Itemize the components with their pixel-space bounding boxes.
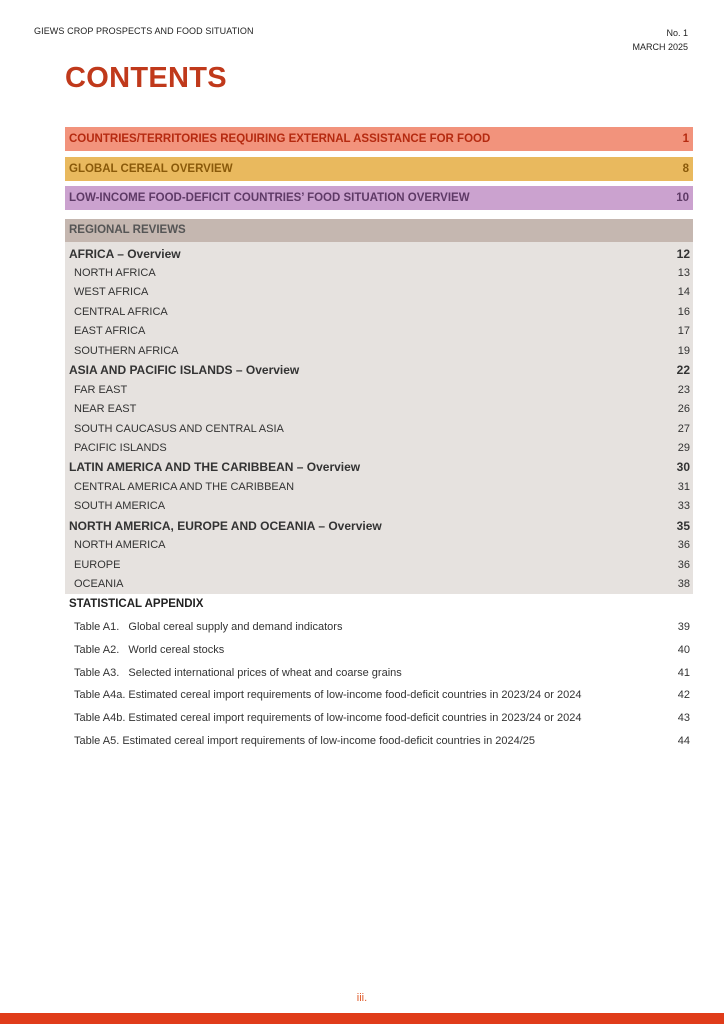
toc-entry-page: 26	[677, 403, 690, 416]
toc-entry-page: 12	[676, 246, 690, 261]
toc-entry-page: 23	[677, 383, 690, 396]
toc-subregion[interactable]	[65, 419, 693, 438]
toc-subregion[interactable]	[65, 400, 693, 419]
toc-subregion[interactable]	[65, 575, 693, 594]
toc-entry-label: Table A3. Selected international prices of wheat and coarse grains	[74, 666, 402, 679]
toc-entry-label: WEST AFRICA	[74, 286, 149, 299]
toc-entry-label: NEAR EAST	[74, 403, 137, 416]
toc-entry-page: 17	[677, 325, 690, 338]
toc-entry-page: 44	[677, 735, 690, 747]
toc-entry-label: GLOBAL CEREAL OVERVIEW	[69, 163, 233, 175]
toc-subregion[interactable]	[65, 263, 693, 282]
toc-entry-label: EAST AFRICA	[74, 325, 146, 338]
toc-entry-page: 30	[676, 460, 690, 475]
toc-entry-label: FAR EAST	[74, 383, 128, 396]
appendix-table-entry[interactable]	[74, 689, 690, 701]
toc-subregion[interactable]	[65, 497, 693, 516]
toc-subregion[interactable]	[65, 341, 693, 360]
toc-entry-label: LOW-INCOME FOOD-DEFICIT COUNTRIES’ FOOD SITUATION OVERVIEW	[69, 192, 470, 204]
toc-entry-label: OCEANIA	[74, 578, 124, 591]
page-title: CONTENTS	[65, 62, 227, 94]
toc-entry-label: CENTRAL AFRICA	[74, 305, 168, 318]
issue-info	[632, 26, 688, 54]
toc-entry-page: 29	[677, 442, 690, 454]
toc-entry-label: AFRICA – Overview	[69, 246, 181, 261]
regional-reviews-heading: REGIONAL REVIEWS	[65, 219, 693, 242]
toc-entry-page: 31	[677, 480, 690, 493]
toc-entry-label: SOUTH CAUCASUS AND CENTRAL ASIA	[74, 422, 284, 435]
appendix-heading: STATISTICAL APPENDIX	[69, 598, 204, 610]
toc-entry-page: 19	[677, 344, 690, 357]
toc-entry-external-assistance[interactable]	[65, 127, 693, 151]
toc-entry-page: 1	[682, 133, 689, 145]
toc-entry-label: CENTRAL AMERICA AND THE CARIBBEAN	[74, 480, 295, 493]
toc-entry-label: Table A5. Estimated cereal import requirements of low-income food-deficit countries in 2024/25	[74, 735, 536, 747]
toc-subregion[interactable]	[65, 439, 693, 458]
toc-entry-label: Table A2. World cereal stocks	[74, 643, 225, 656]
toc-entry-page: 16	[677, 305, 690, 318]
running-header: GIEWS CROP PROSPECTS AND FOOD SITUATION	[34, 26, 254, 36]
toc-entry-label: SOUTHERN AFRICA	[74, 344, 179, 357]
toc-entry-label: PACIFIC ISLANDS	[74, 442, 167, 454]
toc-entry-page: 42	[677, 689, 690, 702]
appendix-table-entry[interactable]	[74, 735, 690, 747]
toc-entry-page: 36	[677, 558, 690, 571]
toc-entry-label: Table A1. Global cereal supply and demand indicators	[74, 621, 343, 633]
toc-region-overview[interactable]	[65, 458, 693, 477]
appendix-table-entry[interactable]	[74, 644, 690, 656]
footer-bar	[0, 1013, 724, 1024]
toc-entry-page: 14	[677, 286, 690, 299]
toc-entry-label: Table A4b. Estimated cereal import requirements of low-income food-deficit countries in 2023/24 or 2024	[74, 712, 582, 725]
toc-entry-label: EUROPE	[74, 558, 121, 571]
toc-entry-page: 39	[677, 621, 690, 633]
toc-entry-page: 43	[677, 712, 690, 725]
toc-entry-label: ASIA AND PACIFIC ISLANDS – Overview	[69, 363, 300, 378]
toc-subregion[interactable]	[65, 302, 693, 321]
toc-entry-label: Table A4a. Estimated cereal import requirements of low-income food-deficit countries in 2023/24 or 2024	[74, 689, 582, 702]
toc-entry-page: 33	[677, 500, 690, 513]
page-number: iii.	[356, 992, 368, 1004]
toc-region-overview[interactable]	[65, 516, 693, 535]
toc-entry-page: 40	[677, 643, 690, 656]
toc-subregion[interactable]	[65, 380, 693, 399]
toc-entry-label: NORTH AMERICA	[74, 539, 166, 552]
toc-entry-page: 36	[677, 539, 690, 552]
toc-entry-page: 22	[676, 363, 690, 378]
toc-subregion[interactable]	[65, 322, 693, 341]
toc-entry-page: 13	[677, 266, 690, 279]
toc-entry-page: 38	[677, 578, 690, 591]
appendix-table-entry[interactable]	[74, 712, 690, 724]
issue-number: No. 1	[666, 28, 688, 38]
toc-region-overview[interactable]	[65, 244, 693, 263]
toc-entry-page: 41	[677, 666, 690, 679]
toc-region-overview[interactable]	[65, 361, 693, 380]
issue-date: MARCH 2025	[632, 42, 688, 52]
toc-subregion[interactable]	[65, 283, 693, 302]
toc-entry-page: 10	[676, 192, 689, 204]
toc-entry-page: 35	[676, 518, 690, 533]
toc-entry-label: LATIN AMERICA AND THE CARIBBEAN – Overview	[69, 460, 361, 475]
toc-entry-label: NORTH AFRICA	[74, 266, 156, 279]
toc-entry-page: 27	[677, 422, 690, 435]
toc-entry-global-cereal[interactable]	[65, 157, 693, 181]
toc-entry-lifdc[interactable]	[65, 186, 693, 210]
toc-entry-label: SOUTH AMERICA	[74, 500, 166, 513]
toc-subregion[interactable]	[65, 536, 693, 555]
toc-entry-label: COUNTRIES/TERRITORIES REQUIRING EXTERNAL ASSISTANCE FOR FOOD	[69, 133, 491, 145]
toc-entry-page: 8	[682, 163, 689, 175]
regional-reviews-panel	[65, 219, 693, 594]
toc-subregion[interactable]	[65, 555, 693, 574]
toc-entry-label: NORTH AMERICA, EUROPE AND OCEANIA – Overview	[69, 518, 382, 533]
appendix-table-entry[interactable]	[74, 621, 690, 633]
toc-subregion[interactable]	[65, 477, 693, 496]
appendix-table-entry[interactable]	[74, 667, 690, 679]
